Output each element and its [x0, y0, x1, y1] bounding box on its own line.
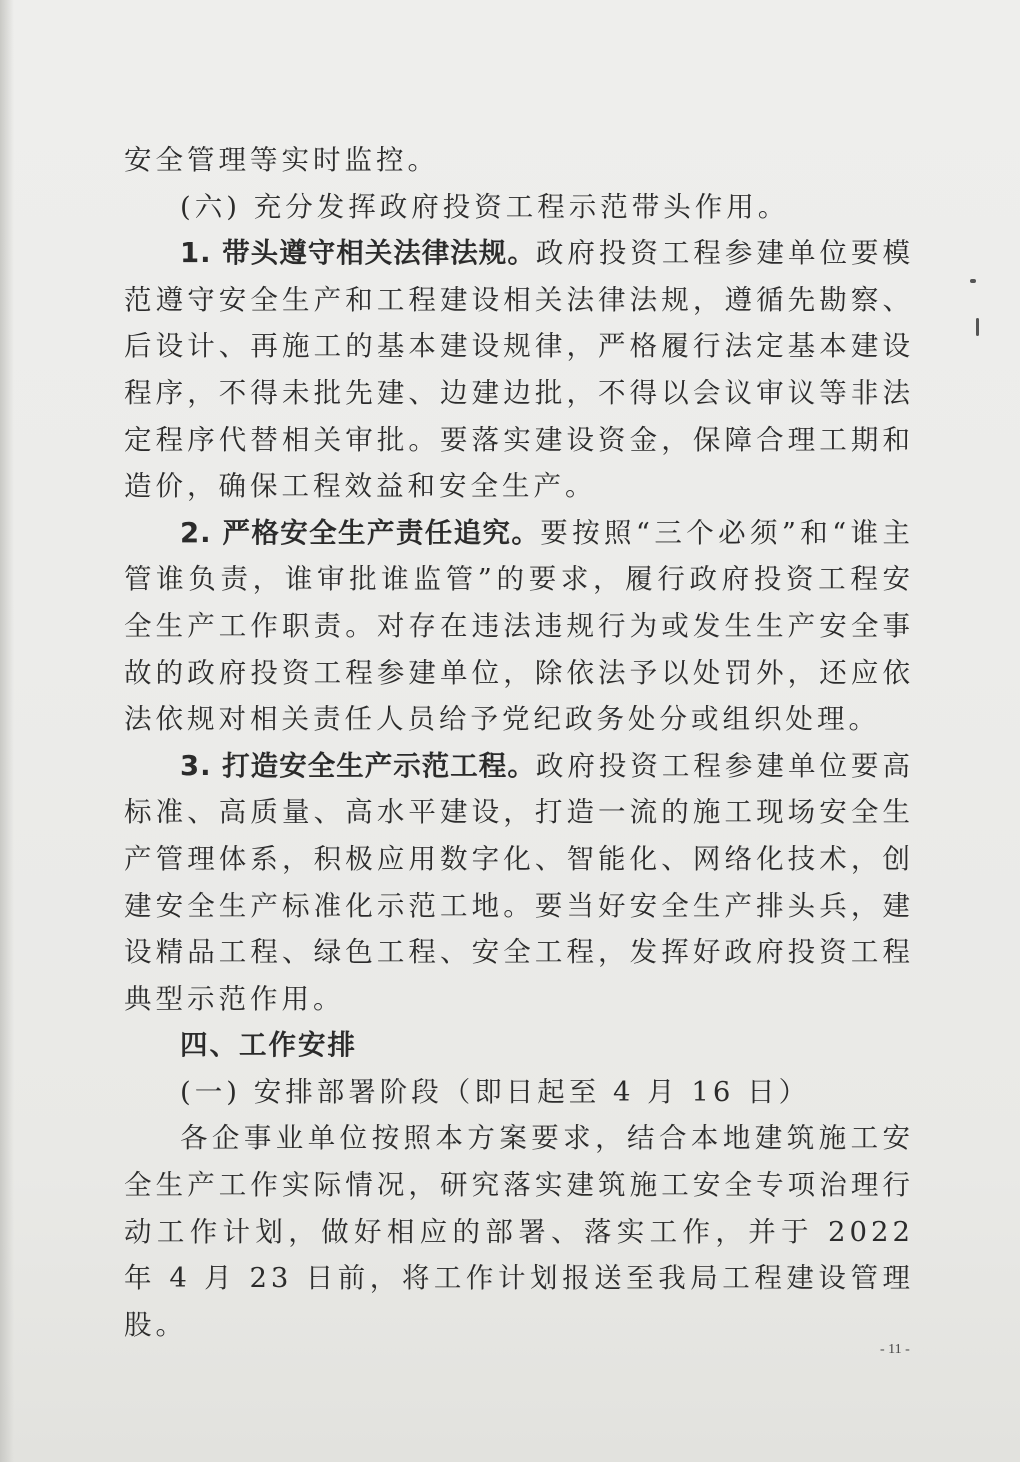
paragraph-continuation: 安全管理等实时监控。	[124, 144, 439, 176]
paragraph-item-3: 3. 打造安全生产示范工程。政府投资工程参建单位要高标准、高质量、高水平建设，打造一流的施工现场安全生产管理体系，积极应用数字化、智能化、网络化技术，创建安全生产标准化示范工地。要当好安全生产排头兵，建设精品工程、绿色工程、安全工程，发挥好政府投资工程典型示范作用。	[124, 749, 915, 1015]
page-number: - 11 -	[880, 1342, 910, 1357]
scan-mark	[970, 279, 976, 283]
paragraph-item-1: 1. 带头遵守相关法律法规。政府投资工程参建单位要模范遵守安全生产和工程建设相关法律法规，遵循先勘察、后设计、再施工的基本建设规律，严格履行法定基本建设程序，不得未批先建、边建边批，不得以会议审议等非法定程序代替相关审批。要落实建设资金，保障合理工期和造价，确保工程效益和安全生产。	[124, 237, 915, 503]
item-lead: 2. 严格安全生产责任追究。	[180, 516, 541, 549]
paragraph-arrangement: 各企事业单位按照本方案要求，结合本地建筑施工安全生产工作实际情况，研究落实建筑施工安全专项治理行动工作计划，做好相应的部署、落实工作，并于 2022 年 4 月 23 日前，将工作计划报送至我局工程建设管理股。	[124, 1122, 914, 1341]
scan-mark	[976, 318, 979, 336]
item-lead: 3. 打造安全生产示范工程。	[180, 749, 536, 782]
document-body	[124, 137, 914, 1348]
subsection-heading-6: (六) 充分发挥政府投资工程示范带头作用。	[180, 190, 790, 223]
item-lead: 1. 带头遵守相关法律法规。	[180, 237, 536, 270]
paragraph-item-2: 2. 严格安全生产责任追究。要按照“三个必须”和“谁主管谁负责，谁审批谁监管”的要求，履行政府投资工程安全生产工作职责。对存在违法违规行为或发生生产安全事故的政府投资工程参建单位，除依法予以处罚外，还应依法依规对相关责任人员给予党纪政务处分或组织处理。	[124, 516, 914, 736]
subsection-heading-1: (一) 安排部署阶段（即日起至 4 月 16 日）	[180, 1075, 811, 1108]
section-heading-4: 四、工作安排	[180, 1029, 357, 1062]
